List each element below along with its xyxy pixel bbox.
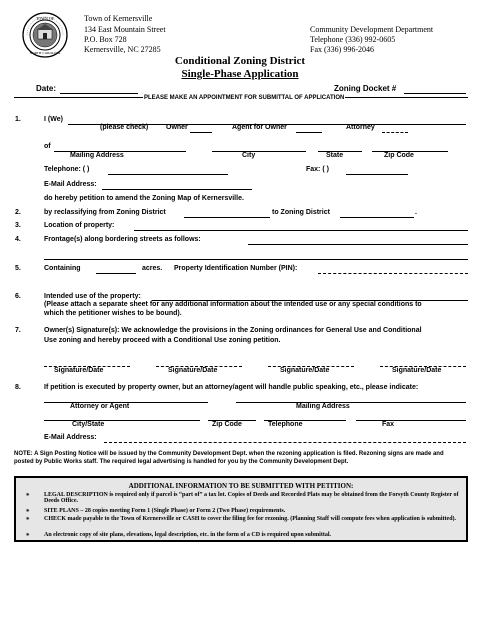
agent-zip-caption: Zip Code bbox=[212, 421, 242, 428]
acres-label: acres. bbox=[142, 265, 163, 272]
section-1-number: 1. bbox=[15, 116, 21, 123]
containing-label: Containing bbox=[44, 265, 81, 272]
check-payment-item: CHECK made payable to the Town of Kernersville or CASH to cover the filing fee for rezoning. (Planning Staff will compute fees when application is submitted). bbox=[44, 516, 457, 522]
address-line1: 134 East Mountain Street bbox=[84, 25, 166, 34]
town-name: Town of Kernersville bbox=[84, 14, 153, 23]
department-fax: Fax (336) 996-2046 bbox=[310, 45, 374, 54]
agent-option-label: Agent for Owner bbox=[232, 124, 287, 131]
sign-posting-note: NOTE: A Sign Posting Notice will be issued by the Community Development Dept. when the rezoning application is filed. Rezoning signs are made and bbox=[14, 451, 444, 457]
list-item bbox=[16, 492, 466, 508]
section-5-number: 5. bbox=[15, 265, 21, 272]
city-caption: City bbox=[242, 152, 256, 159]
bullet-marker: * bbox=[26, 508, 30, 516]
agent-mailing-address-field[interactable] bbox=[236, 402, 466, 403]
agent-fax-caption: Fax bbox=[382, 421, 395, 428]
attorney-option-label: Attorney bbox=[346, 124, 375, 131]
date-label: Date: bbox=[36, 84, 57, 93]
owner-signature-statement: Owner(s) Signature(s): We acknowledge the provisions in the Zoning ordinances for General Use and Conditional bbox=[44, 327, 422, 334]
frontage-label: Frontage(s) along bordering streets as follows: bbox=[44, 236, 201, 243]
from-district-field[interactable] bbox=[184, 217, 270, 218]
signature-date-caption-2: Signature/Date bbox=[168, 367, 218, 374]
form-subtitle: Single-Phase Application bbox=[181, 68, 299, 80]
list-item bbox=[16, 516, 466, 532]
mailing-address-caption: Mailing Address bbox=[70, 152, 124, 159]
signature-date-caption-1: Signature/Date bbox=[54, 367, 104, 374]
owner-check-field[interactable] bbox=[190, 132, 212, 133]
fax-label: Fax: ( ) bbox=[306, 166, 329, 173]
section-8-number: 8. bbox=[15, 384, 21, 391]
additional-info-heading: ADDITIONAL INFORMATION TO BE SUBMITTED WITH PETITION: bbox=[128, 482, 354, 490]
location-field[interactable] bbox=[134, 230, 468, 231]
frontage-field-2[interactable] bbox=[44, 259, 468, 260]
additional-info-list bbox=[16, 492, 466, 540]
appointment-note: PLEASE MAKE AN APPOINTMENT FOR SUBMITTAL OF APPLICATION bbox=[144, 95, 345, 101]
sign-posting-note-cont: posted by Public Works staff. The required legal advertising is handled for you by the Community Development Dept. bbox=[14, 459, 349, 465]
electronic-copy-item: An electronic copy of site plans, elevations, legal description, etc. in the form of a CD is required upon submittal. bbox=[44, 532, 331, 538]
telephone-label: Telephone: ( ) bbox=[44, 166, 90, 173]
site-plans-item: SITE PLANS – 28 copies meeting Form 1 (Single Phase) or Form 2 (Two Phase) requirements. bbox=[44, 508, 286, 514]
agent-mailing-address-caption: Mailing Address bbox=[296, 403, 350, 410]
intended-use-note: (Please attach a separate sheet for any additional information about the intended use or any special conditions to bbox=[44, 301, 422, 308]
department-phone: Telephone (336) 992-0605 bbox=[310, 35, 396, 44]
owner-signature-statement-cont: Use zoning and hereby proceed with a Conditional Use zoning petition. bbox=[44, 337, 281, 344]
pin-field[interactable] bbox=[318, 273, 468, 274]
attorney-agent-statement: If petition is executed by property owner, but an attorney/agent will handle public speaking, etc., please indicate: bbox=[44, 384, 419, 391]
section-3-number: 3. bbox=[15, 222, 21, 229]
list-item bbox=[16, 508, 466, 516]
signature-date-caption-4: Signature/Date bbox=[392, 367, 442, 374]
frontage-field-1[interactable] bbox=[248, 244, 468, 245]
of-label: of bbox=[44, 143, 51, 150]
section-7-number: 7. bbox=[15, 327, 21, 334]
agent-check-field[interactable] bbox=[296, 132, 322, 133]
please-check-label: (please check) bbox=[100, 124, 149, 131]
agent-telephone-caption: Telephone bbox=[268, 421, 303, 428]
svg-text:TOWN OF: TOWN OF bbox=[35, 16, 55, 21]
section-6-number: 6. bbox=[15, 293, 21, 300]
to-district-label: to Zoning District bbox=[272, 209, 330, 216]
acreage-field[interactable] bbox=[96, 273, 136, 274]
department-name: Community Development Department bbox=[310, 25, 434, 34]
town-seal-logo bbox=[22, 12, 68, 58]
city-field[interactable] bbox=[212, 151, 306, 152]
zip-caption: Zip Code bbox=[384, 152, 414, 159]
telephone-field[interactable] bbox=[108, 174, 228, 175]
list-item bbox=[16, 532, 466, 540]
to-district-field[interactable] bbox=[340, 217, 414, 218]
state-caption: State bbox=[326, 152, 344, 159]
fax-field[interactable] bbox=[346, 174, 408, 175]
form-title: Conditional Zoning District bbox=[174, 55, 306, 67]
agent-city-state-field[interactable] bbox=[44, 420, 200, 421]
i-we-label: I (We) bbox=[44, 116, 63, 123]
agent-email-field[interactable] bbox=[104, 442, 466, 443]
bullet-marker: * bbox=[26, 516, 30, 524]
attorney-check-field[interactable] bbox=[382, 132, 408, 133]
bullet-marker: * bbox=[26, 532, 30, 540]
section-4-number: 4. bbox=[15, 236, 21, 243]
address-line3: Kernersville, NC 27285 bbox=[84, 45, 161, 54]
intended-use-label: Intended use of the property: bbox=[44, 293, 141, 300]
intended-use-note-cont: which the petitioner wishes to be bound). bbox=[44, 310, 182, 317]
section-2-period: . bbox=[415, 209, 417, 216]
reclassify-label: by reclassifying from Zoning District bbox=[44, 209, 166, 216]
agent-fax-field[interactable] bbox=[356, 420, 466, 421]
address-line2: P.O. Box 728 bbox=[84, 35, 127, 44]
petition-statement: do hereby petition to amend the Zoning Map of Kernersville. bbox=[44, 195, 244, 202]
docket-field[interactable] bbox=[404, 93, 466, 94]
owner-option-label: Owner bbox=[166, 124, 188, 131]
location-label: Location of property: bbox=[44, 222, 115, 229]
agent-email-label: E-Mail Address: bbox=[44, 434, 97, 441]
legal-description-item: LEGAL DESCRIPTION is required only if parcel is “part of” a tax lot. Copies of Deeds and Recorded Plats may be obtained from the Forsyth County Register of Deeds Office. bbox=[44, 492, 459, 504]
agent-city-state-caption: City/State bbox=[72, 421, 105, 428]
pin-label: Property Identification Number (PIN): bbox=[174, 265, 298, 272]
section-2-number: 2. bbox=[15, 209, 21, 216]
email-field[interactable] bbox=[102, 189, 252, 190]
additional-info-box bbox=[14, 476, 468, 542]
email-label: E-Mail Address: bbox=[44, 181, 97, 188]
date-field[interactable] bbox=[60, 93, 138, 94]
attorney-agent-caption: Attorney or Agent bbox=[70, 403, 130, 410]
svg-text:NORTH CAROLINA: NORTH CAROLINA bbox=[29, 51, 61, 55]
signature-date-caption-3: Signature/Date bbox=[280, 367, 330, 374]
docket-label: Zoning Docket # bbox=[334, 84, 397, 93]
bullet-marker: * bbox=[26, 492, 30, 500]
